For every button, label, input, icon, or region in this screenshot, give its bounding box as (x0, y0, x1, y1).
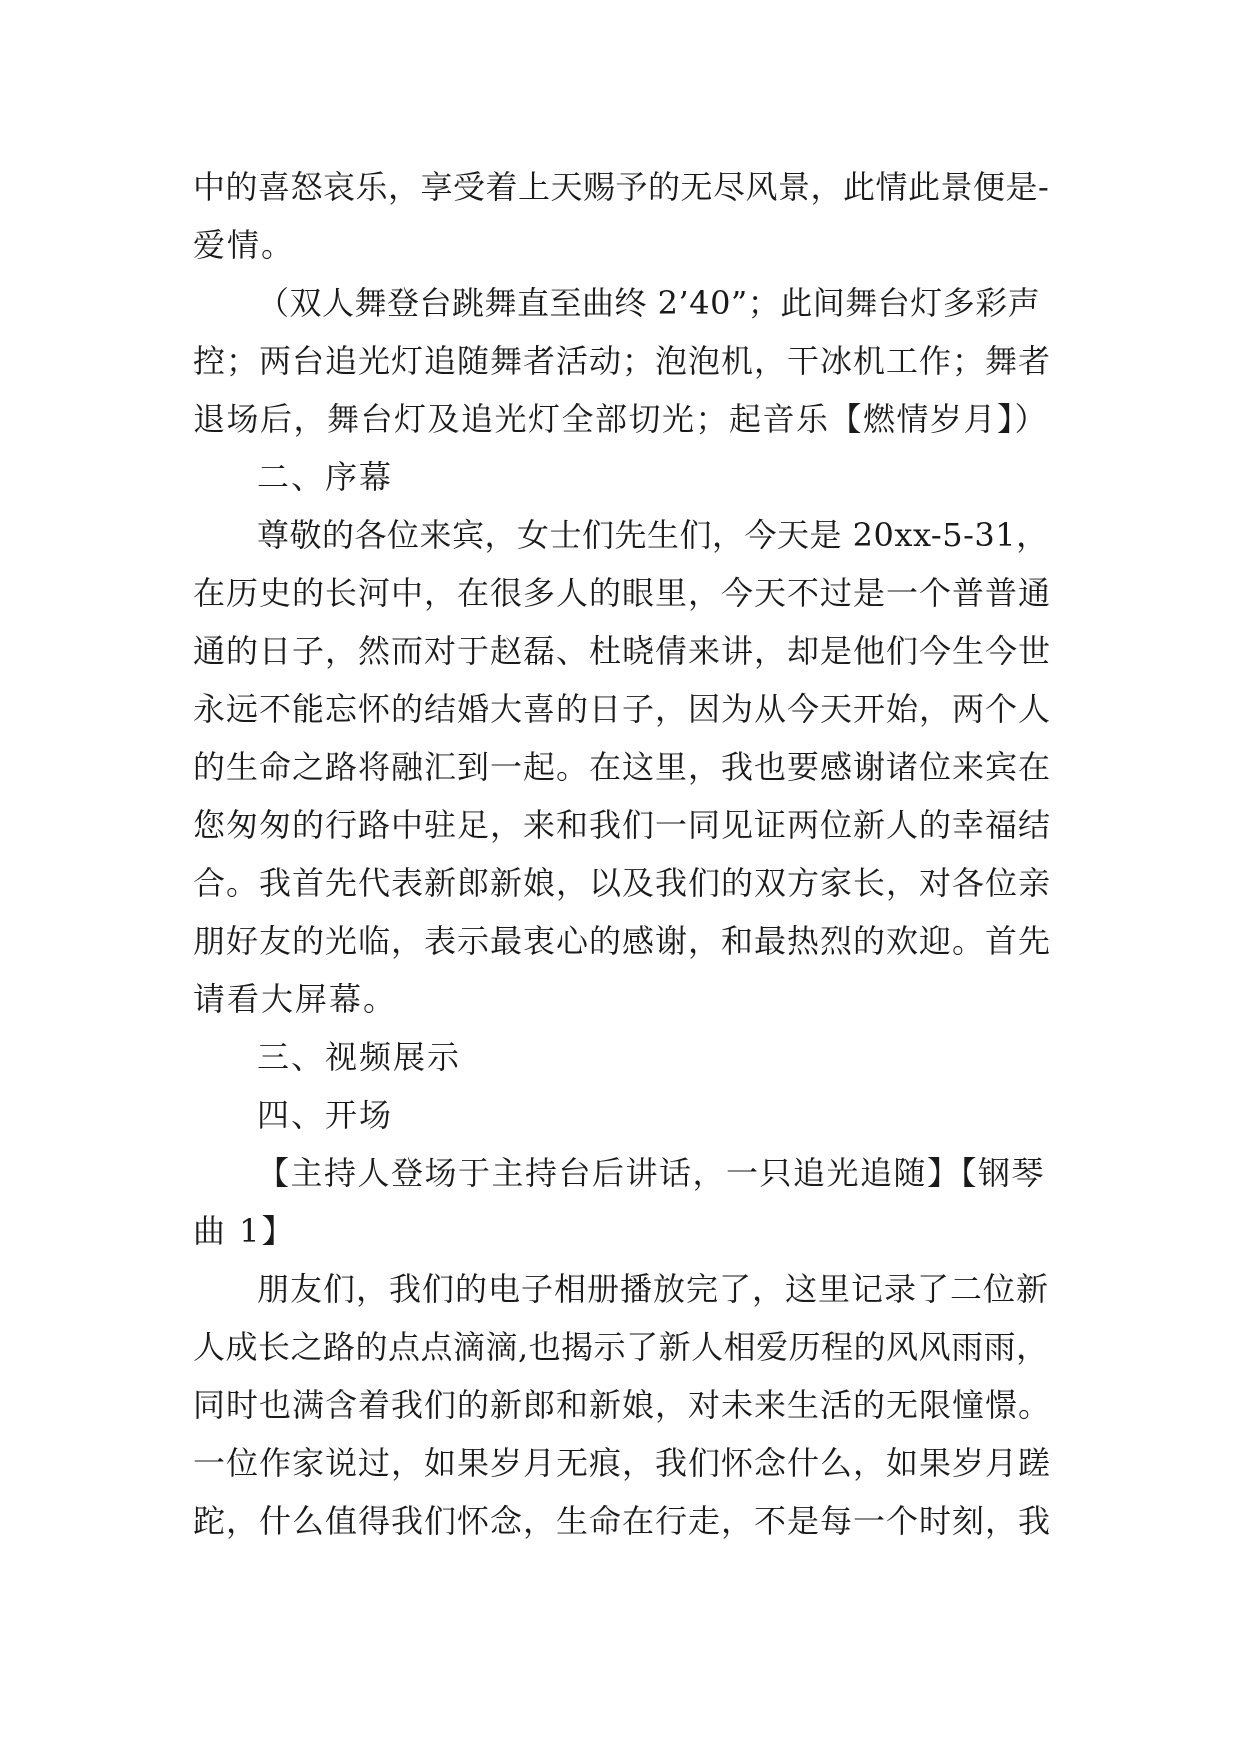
text-line: 的生命之路将融汇到一起。在这里，我也要感谢诸位来宾在 (193, 748, 1052, 786)
section-heading: 三、视频展示 (257, 1038, 462, 1076)
text-line: 一位作家说过，如果岁月无痕，我们怀念什么，如果岁月蹉 (193, 1444, 1052, 1482)
text-line: （双人舞登台跳舞直至曲终 2’40”；此间舞台灯多彩声 (257, 284, 1041, 322)
document-body (193, 158, 1053, 1550)
text-line: 爱情。 (193, 226, 296, 264)
text-line: 合。我首先代表新郎新娘，以及我们的双方家长，对各位亲 (193, 864, 1052, 902)
text-line: 在历史的长河中，在很多人的眼里，今天不过是一个普普通 (193, 574, 1052, 612)
text-line: 尊敬的各位来宾，女士们先生们，今天是 20xx-5-31， (257, 516, 1049, 554)
text-line: 控；两台追光灯追随舞者活动；泡泡机，干冰机工作；舞者 (193, 342, 1052, 380)
text-line: 请看大屏幕。 (193, 980, 398, 1018)
text-line: 人成长之路的点点滴滴,也揭示了新人相爱历程的风风雨雨， (193, 1328, 1049, 1366)
text-line: 曲 1】 (193, 1212, 296, 1250)
text-line: 【主持人登场于主持台后讲话，一只追光追随】【钢琴 (257, 1154, 1046, 1192)
text-line: 中的喜怒哀乐，享受着上天赐予的无尽风景，此情此景便是- (193, 168, 1050, 206)
text-line: 永远不能忘怀的结婚大喜的日子，因为从今天开始，两个人 (193, 690, 1052, 728)
section-heading: 四、开场 (257, 1096, 394, 1134)
text-line: 跎，什么值得我们怀念，生命在行走，不是每一个时刻，我 (193, 1502, 1052, 1540)
text-line: 同时也满含着我们的新郎和新娘，对未来生活的无限憧憬。 (193, 1386, 1052, 1424)
text-line: 退场后，舞台灯及追光灯全部切光；起音乐【燃情岁月】） (193, 400, 1049, 438)
text-line: 您匆匆的行路中驻足，来和我们一同见证两位新人的幸福结 (193, 806, 1052, 844)
text-line: 通的日子，然而对于赵磊、杜晓倩来讲，却是他们今生今世 (193, 632, 1052, 670)
text-line: 朋好友的光临，表示最衷心的感谢，和最热烈的欢迎。首先 (193, 922, 1052, 960)
section-heading: 二、序幕 (257, 458, 394, 496)
text-line: 朋友们，我们的电子相册播放完了，这里记录了二位新 (257, 1270, 1050, 1308)
